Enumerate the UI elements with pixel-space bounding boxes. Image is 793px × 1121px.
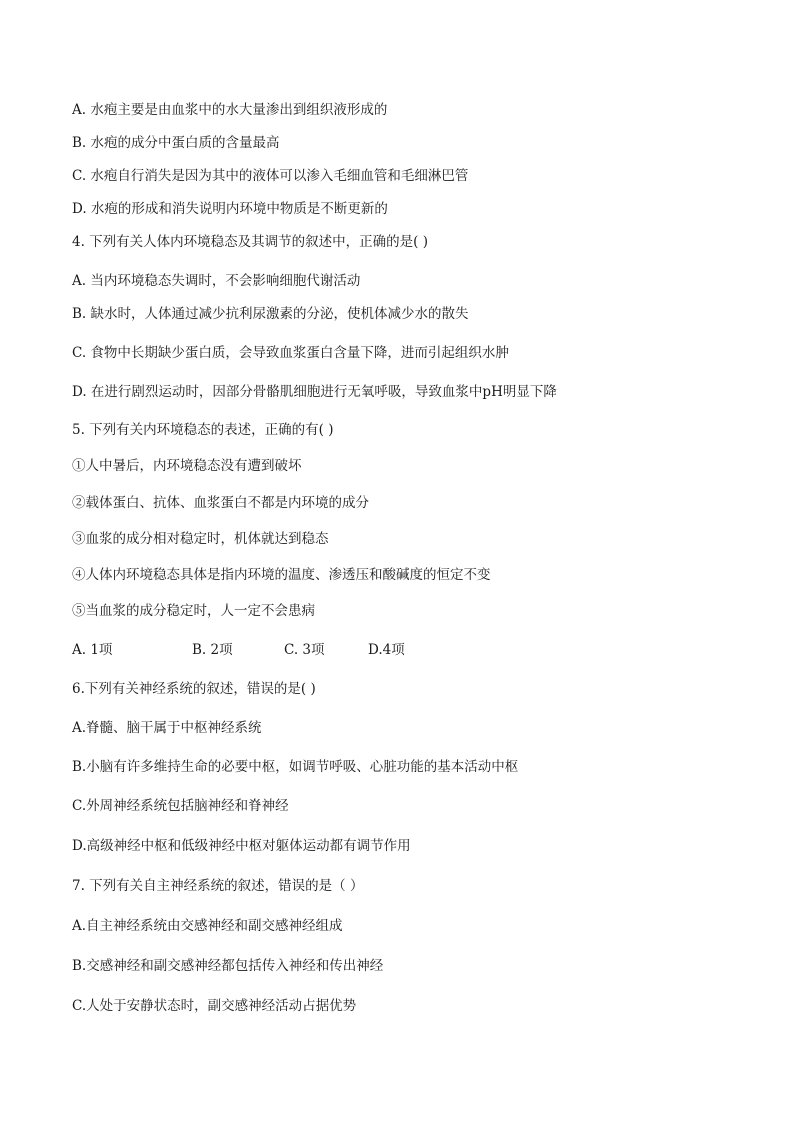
q4-option-a: A. 当内环境稳态失调时，不会影响细胞代谢活动 xyxy=(72,273,361,289)
q7-option-c: C.人处于安静状态时，副交感神经活动占据优势 xyxy=(72,998,357,1014)
q5-option-c: C. 3项 xyxy=(284,642,325,658)
q6-stem: 6.下列有关神经系统的叙述，错误的是( ) xyxy=(72,681,316,697)
q6-option-a: A.脊髓、脑干属于中枢神经系统 xyxy=(72,720,262,736)
q4-option-c: C. 食物中长期缺少蛋白质，会导致血浆蛋白含量下降，进而引起组织水肿 xyxy=(72,345,509,361)
q3-option-d: D. 水疱的形成和消失说明内环境中物质是不断更新的 xyxy=(72,201,388,217)
q5-stem: 5. 下列有关内环境稳态的表述，正确的有( ) xyxy=(72,422,334,438)
q4-option-b: B. 缺水时，人体通过减少抗利尿激素的分泌，使机体减少水的散失 xyxy=(72,306,469,322)
q5-statement-2: ②载体蛋白、抗体、血浆蛋白不都是内环境的成分 xyxy=(72,495,369,511)
q5-statement-5: ⑤当血浆的成分稳定时，人一定不会患病 xyxy=(72,603,315,619)
q7-option-b: B.交感神经和副交感神经都包括传入神经和传出神经 xyxy=(72,958,384,974)
q5-option-b: B. 2项 xyxy=(192,642,233,658)
q6-option-c: C.外周神经系统包括脑神经和脊神经 xyxy=(72,798,289,814)
q6-option-d: D.高级神经中枢和低级神经中枢对躯体运动都有调节作用 xyxy=(72,838,411,854)
q5-statement-4: ④人体内环境稳态具体是指内环境的温度、渗透压和酸碱度的恒定不变 xyxy=(72,567,491,583)
q7-option-a: A.自主神经系统由交感神经和副交感神经组成 xyxy=(72,918,343,934)
q3-option-b: B. 水疱的成分中蛋白质的含量最高 xyxy=(72,135,280,151)
q3-option-c: C. 水疱自行消失是因为其中的液体可以渗入毛细血管和毛细淋巴管 xyxy=(72,168,469,184)
q6-option-b: B.小脑有许多维持生命的必要中枢，如调节呼吸、心脏功能的基本活动中枢 xyxy=(72,759,519,775)
q5-option-a: A. 1项 xyxy=(72,642,113,658)
q4-option-d: D. 在进行剧烈运动时，因部分骨骼肌细胞进行无氧呼吸，导致血浆中pH明显下降 xyxy=(72,384,557,400)
q5-statement-1: ①人中暑后，内环境稳态没有遭到破坏 xyxy=(72,458,302,474)
q7-stem: 7. 下列有关自主神经系统的叙述，错误的是（ ） xyxy=(72,878,364,894)
q4-stem: 4. 下列有关人体内环境稳态及其调节的叙述中，正确的是( ) xyxy=(72,234,428,250)
q3-option-a: A. 水疱主要是由血浆中的水大量渗出到组织液形成的 xyxy=(72,102,388,118)
q5-statement-3: ③血浆的成分相对稳定时，机体就达到稳态 xyxy=(72,531,329,547)
q5-option-d: D.4项 xyxy=(368,642,405,658)
